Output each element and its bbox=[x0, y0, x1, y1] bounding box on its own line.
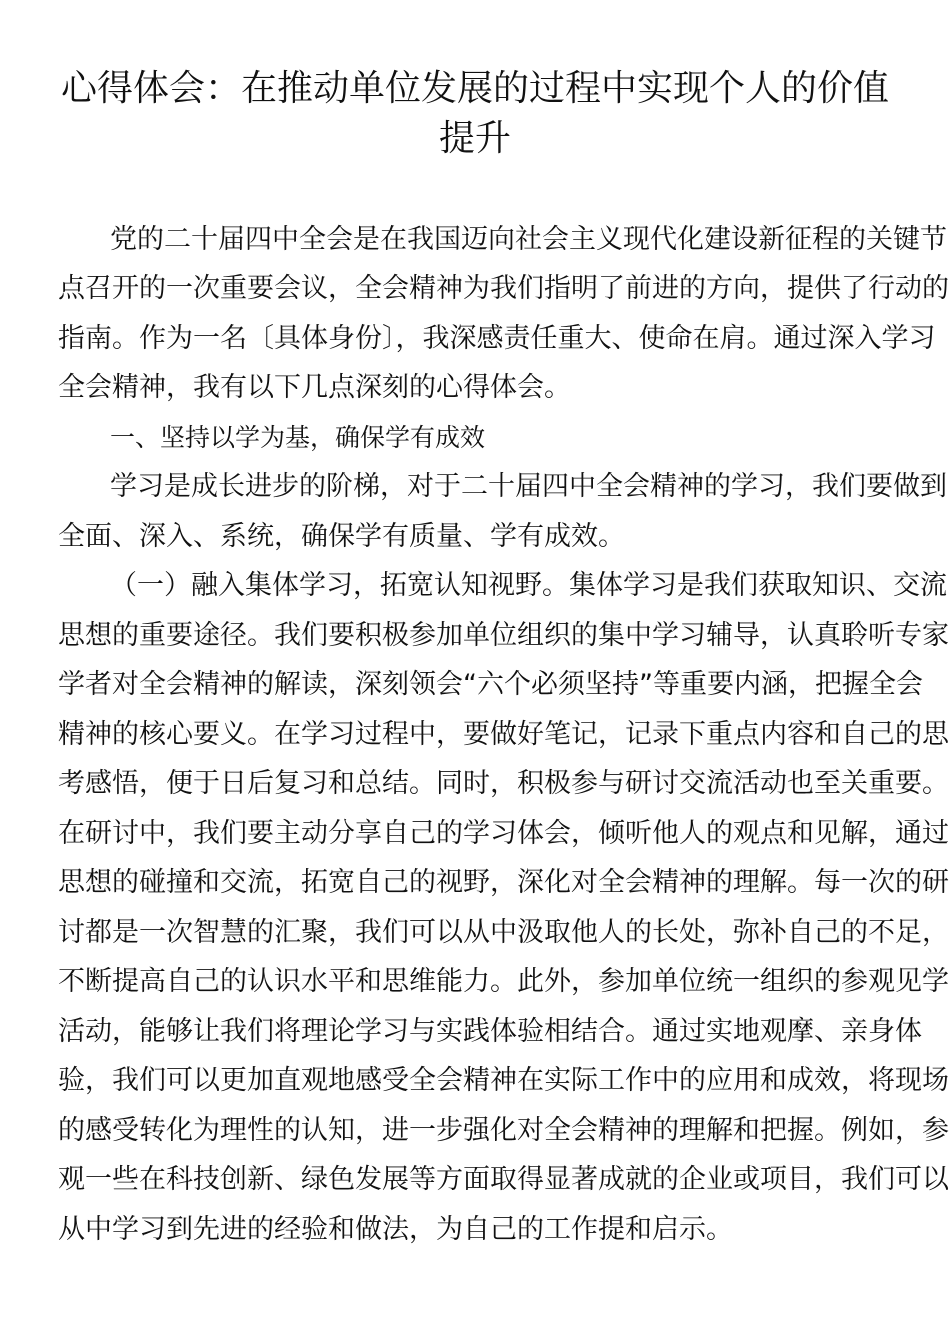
document-title-line-1: 心得体会：在推动单位发展的过程中实现个人的价值 bbox=[60, 68, 889, 109]
paragraph-line: 指南。作为一名〔具体身份〕，我深感责任重大、使命在肩。通过深入学习 bbox=[58, 323, 936, 354]
paragraph-line: 精神的核心要义。在学习过程中，要做好笔记，记录下重点内容和自己的思 bbox=[58, 719, 949, 750]
paragraph-line: 在研讨中，我们要主动分享自己的学习体会，倾听他人的观点和见解，通过 bbox=[58, 818, 949, 849]
paragraph-line: 不断提高自己的认识水平和思维能力。此外，参加单位统一组织的参观见学 bbox=[58, 966, 949, 997]
paragraph-line: 全会精神，我有以下几点深刻的心得体会。 bbox=[58, 372, 571, 403]
paragraph-line: 活动，能够让我们将理论学习与实践体验相结合。通过实地观摩、亲身体 bbox=[58, 1016, 922, 1047]
section-heading: 一、坚持以学为基，确保学有成效 bbox=[110, 423, 486, 452]
paragraph-line: 的感受转化为理性的认知，进一步强化对全会精神的理解和把握。例如，参 bbox=[58, 1115, 949, 1146]
paragraph-line: 党的二十届四中全会是在我国迈向社会主义现代化建设新征程的关键节 bbox=[110, 224, 947, 255]
paragraph-line: 验，我们可以更加直观地感受全会精神在实际工作中的应用和成效，将现场 bbox=[58, 1065, 949, 1096]
paragraph-line: 思想的碰撞和交流，拓宽自己的视野，深化对全会精神的理解。每一次的研 bbox=[58, 867, 949, 898]
paragraph-line: 学者对全会精神的解读，深刻领会“六个必须坚持”等重要内涵，把握全会 bbox=[58, 669, 923, 700]
document-title-line-2: 提升 bbox=[438, 118, 511, 159]
paragraph-line: （一）融入集体学习，拓宽认知视野。集体学习是我们获取知识、交流 bbox=[110, 570, 947, 601]
paragraph-line: 思想的重要途径。我们要积极参加单位组织的集中学习辅导，认真聆听专家 bbox=[58, 620, 949, 651]
paragraph-line: 全面、深入、系统，确保学有质量、学有成效。 bbox=[58, 521, 625, 552]
paragraph-line: 点召开的一次重要会议，全会精神为我们指明了前进的方向，提供了行动的 bbox=[58, 273, 949, 304]
paragraph-line: 从中学习到先进的经验和做法，为自己的工作提和启示。 bbox=[58, 1214, 733, 1245]
paragraph-line: 观一些在科技创新、绿色发展等方面取得显著成就的企业或项目，我们可以 bbox=[58, 1164, 949, 1195]
paragraph-line: 讨都是一次智慧的汇聚，我们可以从中汲取他人的长处，弥补自己的不足， bbox=[58, 917, 949, 948]
paragraph-line: 考感悟，便于日后复习和总结。同时，积极参与研讨交流活动也至关重要。 bbox=[58, 768, 949, 799]
paragraph-line: 学习是成长进步的阶梯，对于二十届四中全会精神的学习，我们要做到 bbox=[110, 471, 947, 502]
